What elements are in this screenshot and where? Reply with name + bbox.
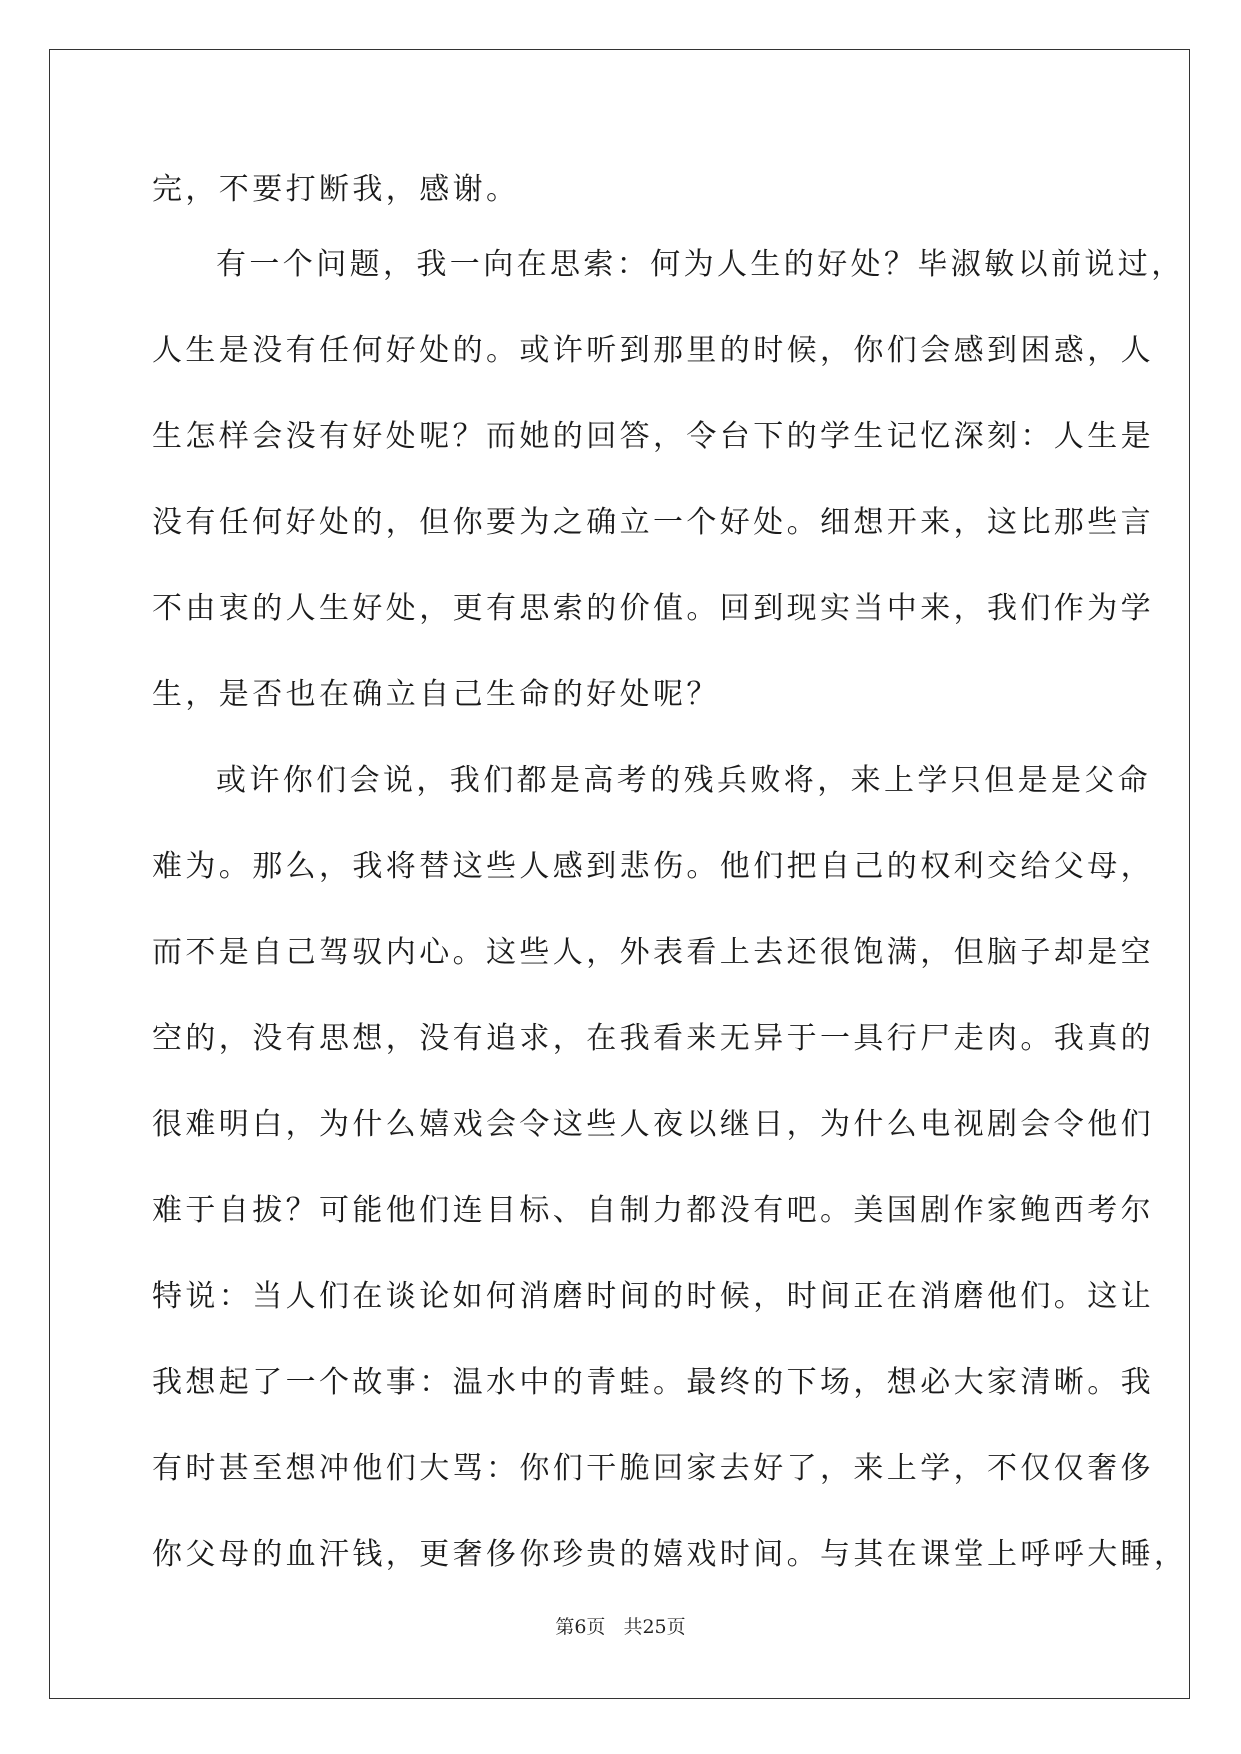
text-line: 我想起了一个故事：温水中的青蛙。最终的下场，想必大家清晰。我 bbox=[152, 1365, 1154, 1400]
text-line: 空的，没有思想，没有追求，在我看来无异于一具行尸走肉。我真的 bbox=[152, 1021, 1154, 1056]
text-line: 难于自拔？可能他们连目标、自制力都没有吧。美国剧作家鲍西考尔 bbox=[152, 1193, 1154, 1228]
text-line: 你父母的血汗钱，更奢侈你珍贵的嬉戏时间。与其在课堂上呼呼大睡， bbox=[152, 1537, 1188, 1572]
text-line: 有时甚至想冲他们大骂：你们干脆回家去好了，来上学，不仅仅奢侈 bbox=[152, 1451, 1154, 1486]
text-line: 很难明白，为什么嬉戏会令这些人夜以继日，为什么电视剧会令他们 bbox=[152, 1107, 1154, 1142]
page-number: 第6页 bbox=[555, 1616, 606, 1638]
text-line: 生怎样会没有好处呢？而她的回答，令台下的学生记忆深刻：人生是 bbox=[152, 419, 1154, 454]
text-line: 人生是没有任何好处的。或许听到那里的时候，你们会感到困惑，人 bbox=[152, 333, 1154, 368]
document-body bbox=[152, 158, 1188, 1598]
text-line: 特说：当人们在谈论如何消磨时间的时候，时间正在消磨他们。这让 bbox=[152, 1279, 1154, 1314]
text-line: 或许你们会说，我们都是高考的残兵败将，来上学只但是是父命 bbox=[216, 763, 1152, 798]
page-total: 共25页 bbox=[623, 1616, 686, 1638]
text-line: 难为。那么，我将替这些人感到悲伤。他们把自己的权利交给父母， bbox=[152, 849, 1154, 884]
text-line: 而不是自己驾驭内心。这些人，外表看上去还很饱满，但脑子却是空 bbox=[152, 935, 1154, 970]
text-line: 没有任何好处的，但你要为之确立一个好处。细想开来，这比那些言 bbox=[152, 505, 1154, 540]
text-line: 生，是否也在确立自己生命的好处呢？ bbox=[152, 677, 720, 712]
text-line: 不由衷的人生好处，更有思索的价值。回到现实当中来，我们作为学 bbox=[152, 591, 1154, 626]
text-line: 有一个问题，我一向在思索：何为人生的好处？毕淑敏以前说过， bbox=[216, 247, 1185, 282]
page-footer bbox=[0, 1612, 1241, 1639]
text-line: 完，不要打断我，感谢。 bbox=[152, 172, 520, 207]
